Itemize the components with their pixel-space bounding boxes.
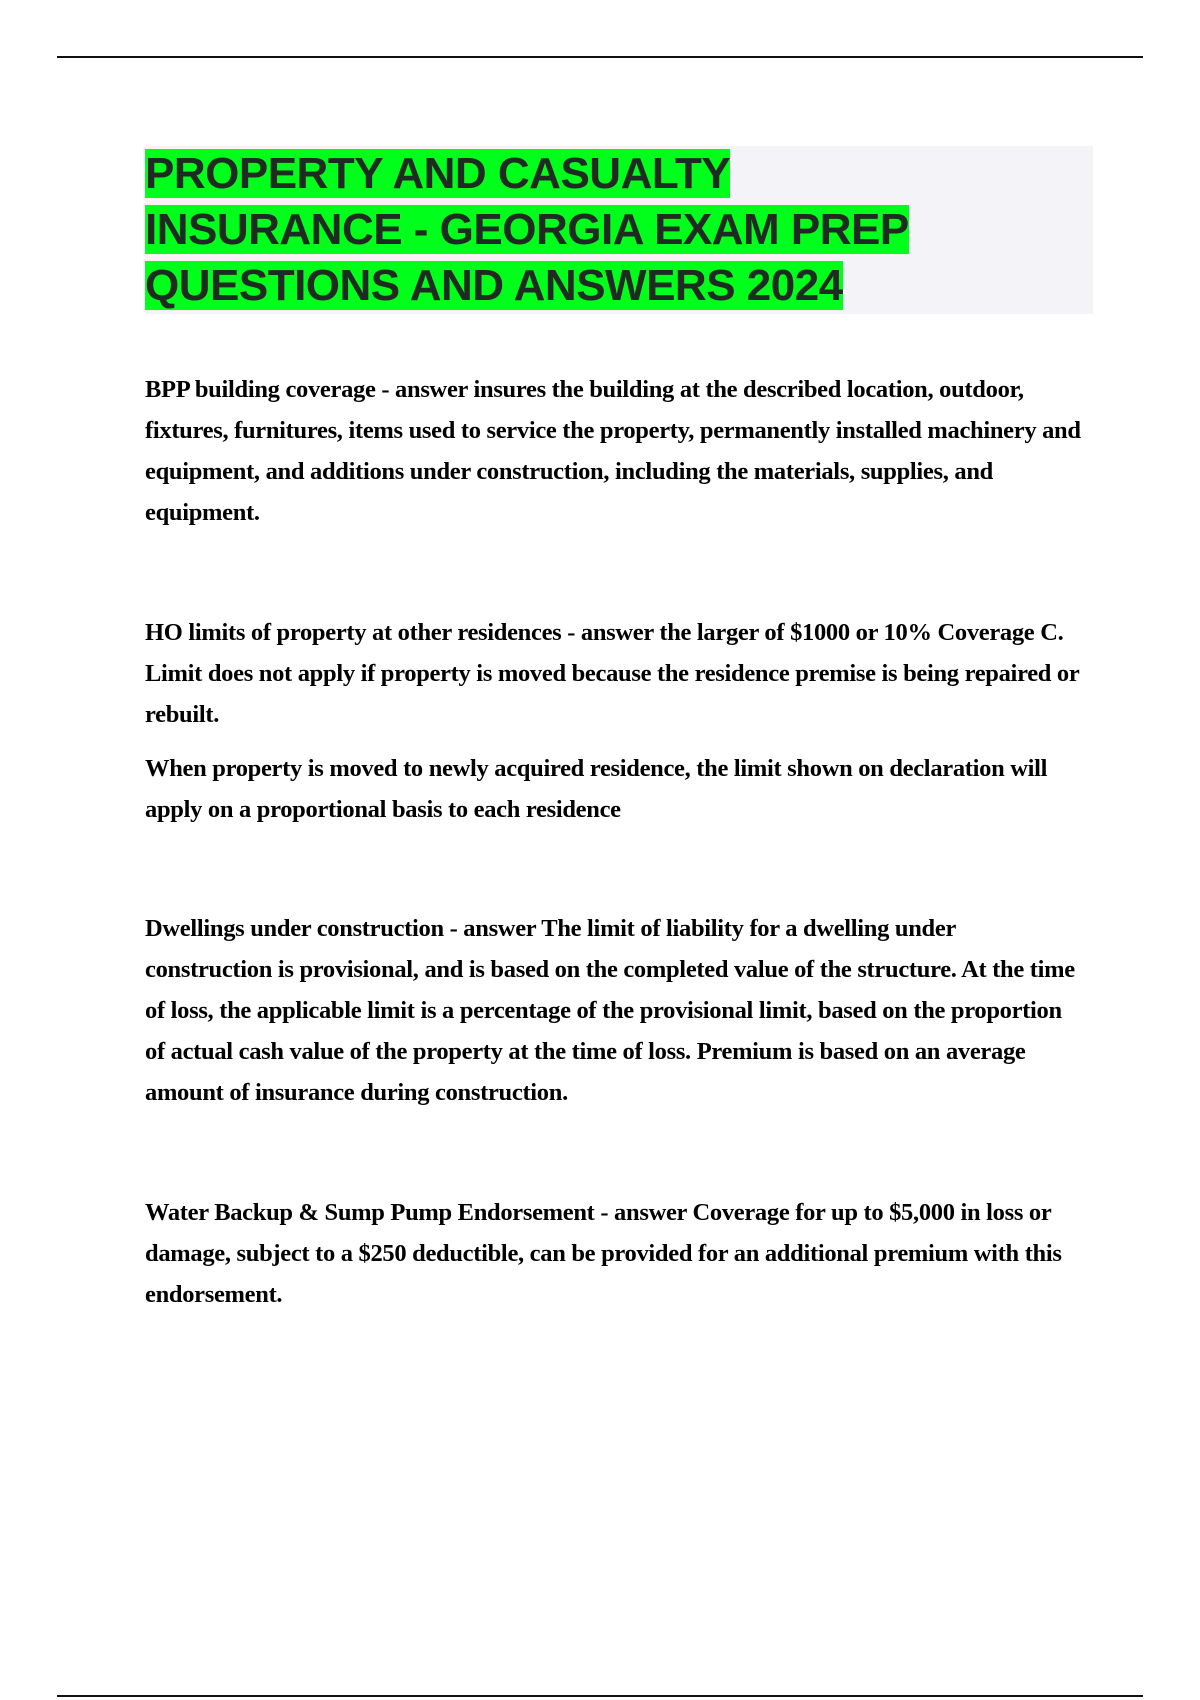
qa-entry-bpp-building-coverage: BPP building coverage - answer insures the building at the described location, outdoor, fixtures, furnitures, items used to service the property, permanently installed machinery and equipment, and additions under construction, including the materials, supplies, and equipment. [145,376,1081,526]
title-line-3: QUESTIONS AND ANSWERS 2024 [145,261,843,310]
top-rule [57,56,1143,58]
title-line-2: INSURANCE - GEORGIA EXAM PREP [145,205,909,254]
document-title [145,146,1045,314]
document-body [145,369,1085,1315]
bottom-rule [57,1695,1143,1697]
qa-entry-ho-limits-other-residences: HO limits of property at other residences - answer the larger of $1000 or 10% Coverage C. Limit does not apply if property is moved because the residence premise is being repaired or rebuilt. [145,619,1080,728]
qa-entry-water-backup-endorsement: Water Backup & Sump Pump Endorsement - answer Coverage for up to $5,000 in loss or damage, subject to a $250 deductible, can be provided for an additional premium with this endorsement. [145,1199,1062,1308]
qa-entry-dwellings-under-construction: Dwellings under construction - answer The limit of liability for a dwelling under construction is provisional, and is based on the completed value of the structure. At the time of loss, the applicable limit is a percentage of the provisional limit, based on the proportion of actual cash value of the property at the time of loss. Premium is based on an average amount of insurance during construction. [145,915,1075,1106]
qa-entry-ho-limits-continuation: When property is moved to newly acquired residence, the limit shown on declaration will apply on a proportional basis to each residence [145,755,1048,823]
title-line-1: PROPERTY AND CASUALTY [145,149,731,198]
